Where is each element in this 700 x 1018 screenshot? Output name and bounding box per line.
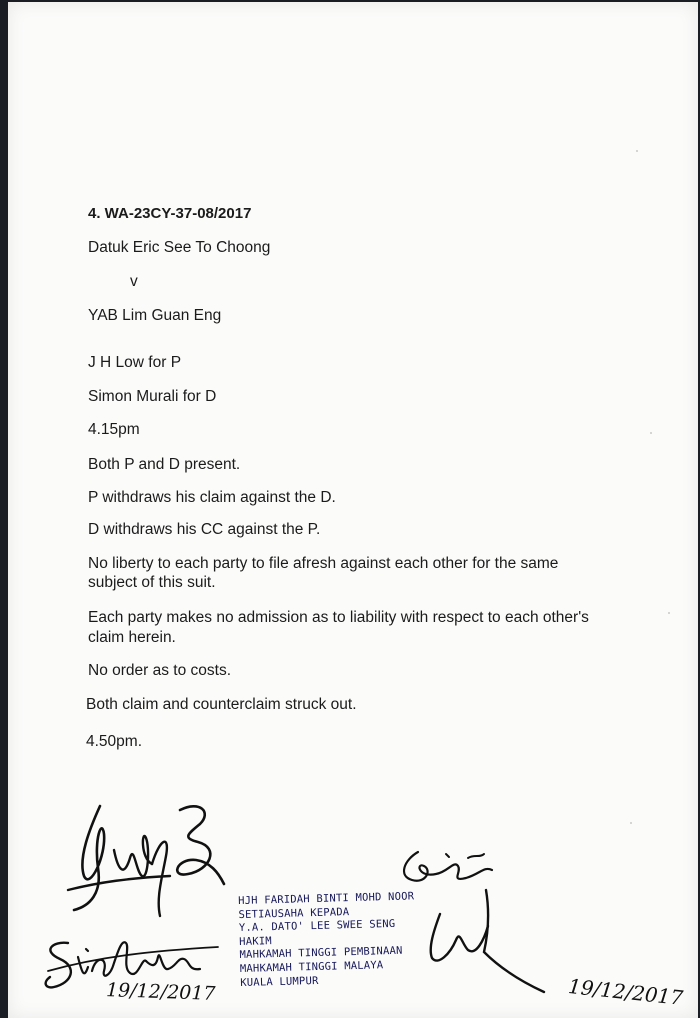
proceeding-line: D withdraws his CC against the P. (88, 521, 321, 538)
court-record-page (8, 2, 698, 1018)
plaintiff-counsel: J H Low for P (88, 354, 182, 371)
signature-date-right: 19/12/2017 (567, 974, 685, 1010)
stamp-court-2: MAHKAMAH TINGGI MALAYA (239, 959, 384, 975)
case-number: 4. WA-23CY-37-08/2017 (88, 205, 252, 222)
start-time: 4.15pm (88, 421, 140, 438)
signature-date-left: 19/12/2017 (105, 979, 216, 1005)
stamp-name: HJH FARIDAH BINTI MOHD NOOR (238, 890, 415, 907)
end-time: 4.50pm. (86, 733, 143, 750)
stamp-court-1: MAHKAMAH TINGGI PEMBINAAN (239, 945, 403, 962)
proceeding-line: Both P and D present. (88, 456, 241, 473)
proceeding-line: claim herein. (88, 629, 176, 646)
stamp-role: HAKIM (239, 934, 272, 948)
defendant-name: YAB Lim Guan Eng (88, 307, 222, 324)
scan-speck (650, 432, 652, 434)
signature-judge (388, 830, 558, 1000)
scan-speck (630, 822, 632, 824)
stamp-judge: Y.A. DATO' LEE SWEE SENG (238, 918, 396, 935)
scan-speck (668, 612, 670, 614)
versus-label: v (130, 273, 138, 290)
plaintiff-name: Datuk Eric See To Choong (88, 239, 271, 256)
proceeding-line: P withdraws his claim against the D. (88, 489, 336, 506)
defendant-counsel: Simon Murali for D (88, 388, 217, 405)
proceeding-line: No liberty to each party to file afresh against each other for the same (88, 555, 559, 572)
signature-counsel-plaintiff (60, 798, 235, 928)
proceeding-line: Each party makes no admission as to liability with respect to each other's (88, 609, 589, 626)
proceeding-line: Both claim and counterclaim struck out. (86, 696, 357, 713)
stamp-title: SETIAUSAHA KEPADA (238, 905, 350, 921)
scan-speck (636, 150, 638, 152)
proceeding-line: No order as to costs. (88, 662, 232, 679)
proceeding-line: subject of this suit. (88, 574, 216, 591)
stamp-city: KUALA LUMPUR (240, 974, 319, 989)
